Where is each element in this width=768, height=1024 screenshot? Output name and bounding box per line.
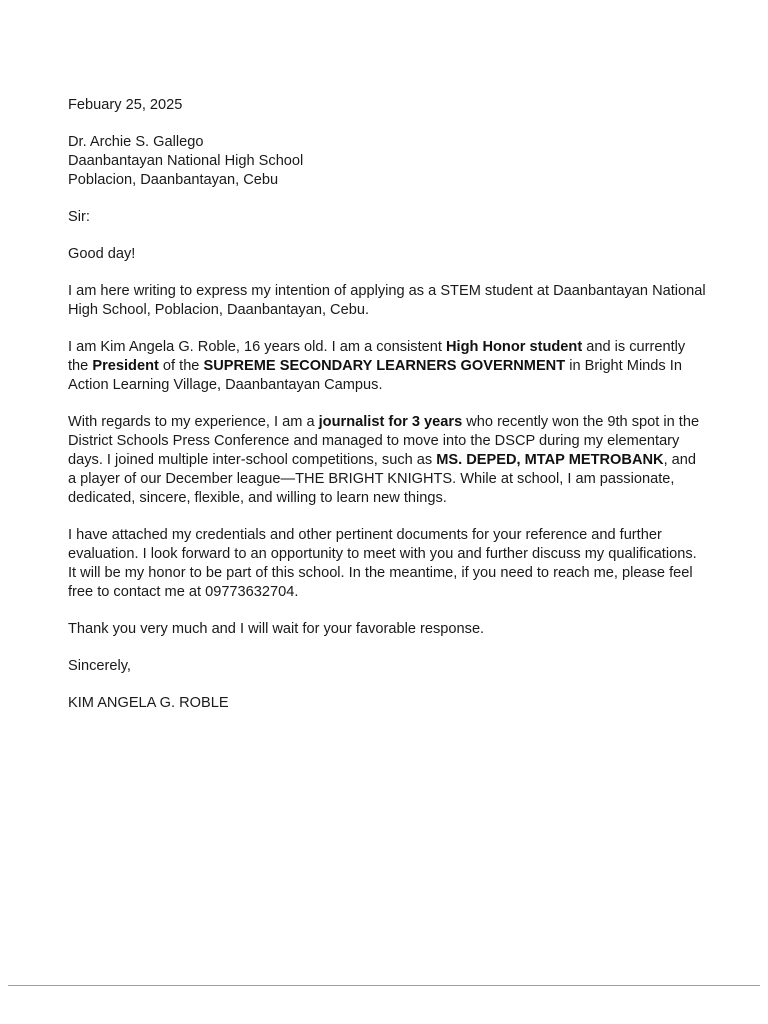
salutation: Sir: [68,209,90,225]
experience-competitions: MS. DEPED, MTAP METROBANK [436,452,664,468]
credentials-paragraph: I have attached my credentials and other pertinent documents for your reference and further evaluation. I look forward to an opportunity to meet with you and further discuss my qualifications. It will be my honor to be part of this school. In the meantime, if you need to reach me, please feel free to contact me at 09773632704. [68,527,697,600]
recipient-school: Daanbantayan National High School [68,153,304,169]
experience-text-3: , and a player of our December league—THE BRIGHT KNIGHTS. While at school, I am passionate, dedicated, sincere, flexible, and willing to learn new things. [68,452,697,506]
experience-text-2: who recently won the 9th spot in the District Schools Press Conference and managed to move into the DSCP during my elementary days. I joined multiple inter-school competitions, such as [68,414,700,468]
profile-position: President [92,358,159,374]
experience-paragraph [68,413,708,508]
letter-date: Febuary 25, 2025 [68,97,183,113]
profile-text-2: and is currently the [68,339,686,374]
letter-body [68,96,708,731]
profile-text-4: in Bright Minds In Action Learning Village, Daanbantayan Campus. [68,358,682,393]
thanks-paragraph: Thank you very much and I will wait for your favorable response. [68,621,485,637]
profile-text-1: I am Kim Angela G. Roble, 16 years old. I am a consistent [68,339,446,355]
intro-paragraph: I am here writing to express my intention of applying as a STEM student at Daanbantayan National High School, Poblacion, Daanbantayan, Cebu. [68,283,706,318]
recipient-name: Dr. Archie S. Gallego [68,134,204,150]
experience-journalist: journalist for 3 years [318,414,463,430]
experience-text-1: With regards to my experience, I am a [68,414,319,430]
profile-honor: High Honor student [446,339,583,355]
closing: Sincerely, [68,658,131,674]
profile-organization: SUPREME SECONDARY LEARNERS GOVERNMENT [203,358,566,374]
profile-text-3: of the [158,358,204,374]
recipient-location: Poblacion, Daanbantayan, Cebu [68,172,279,188]
profile-paragraph [68,338,708,395]
signature-name: KIM ANGELA G. ROBLE [68,695,229,711]
greeting: Good day! [68,246,136,262]
footer-rule [8,985,760,986]
recipient-address [68,133,708,190]
